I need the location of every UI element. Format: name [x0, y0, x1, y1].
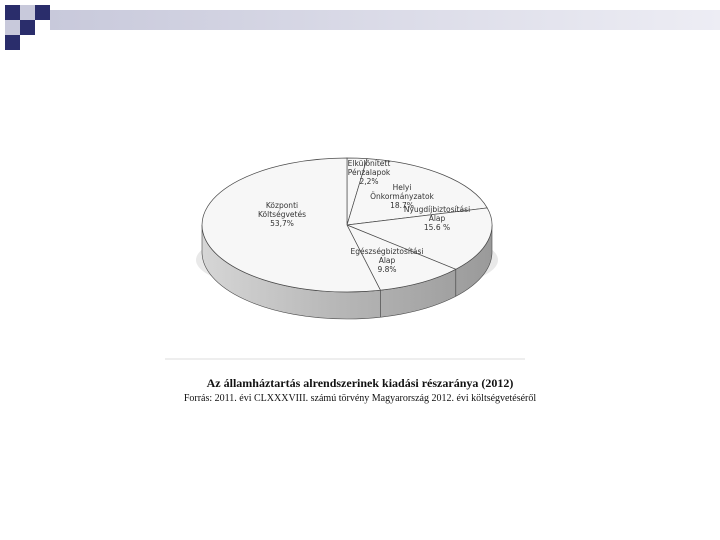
corner-square [20, 5, 35, 20]
corner-square [35, 5, 50, 20]
slice-value-label: 18.7% [390, 201, 414, 210]
slice-name-label: Önkormányzatok [370, 192, 434, 201]
top-band [50, 10, 720, 30]
corner-decoration [0, 0, 720, 50]
corner-square [5, 5, 20, 20]
slice-name-label: Alap [378, 256, 396, 265]
slice-name-label: Elkülönített [347, 159, 391, 168]
slice-name-label: Nyugdíjbiztosítási [403, 205, 471, 214]
slice-name-label: Költségvetés [258, 210, 306, 219]
slice-value-label: 53,7% [270, 219, 294, 228]
slice-value-label: 2,2% [359, 177, 379, 186]
slice-name-label: Pénzalapok [347, 168, 391, 177]
slice-value-label: 9.8% [377, 265, 397, 274]
pie-chart-svg [160, 130, 530, 360]
corner-square [20, 20, 35, 35]
chart-caption-source: Forrás: 2011. évi CLXXXVIII. számú törvény Magyarország 2012. évi költségvetéséről [183, 393, 537, 404]
pie-chart [160, 130, 530, 360]
slice-name-label: Központi [265, 201, 299, 210]
slice-value-label: 15.6 % [423, 223, 451, 232]
corner-square [5, 20, 20, 35]
chart-caption-title: Az államháztartás alrendszerinek kiadási részaránya (2012) [206, 376, 514, 390]
slice-name-label: Egészségbiztosítási [350, 247, 424, 256]
slice-name-label: Helyi [392, 183, 412, 192]
corner-square [5, 35, 20, 50]
slice-name-label: Alap [428, 214, 446, 223]
